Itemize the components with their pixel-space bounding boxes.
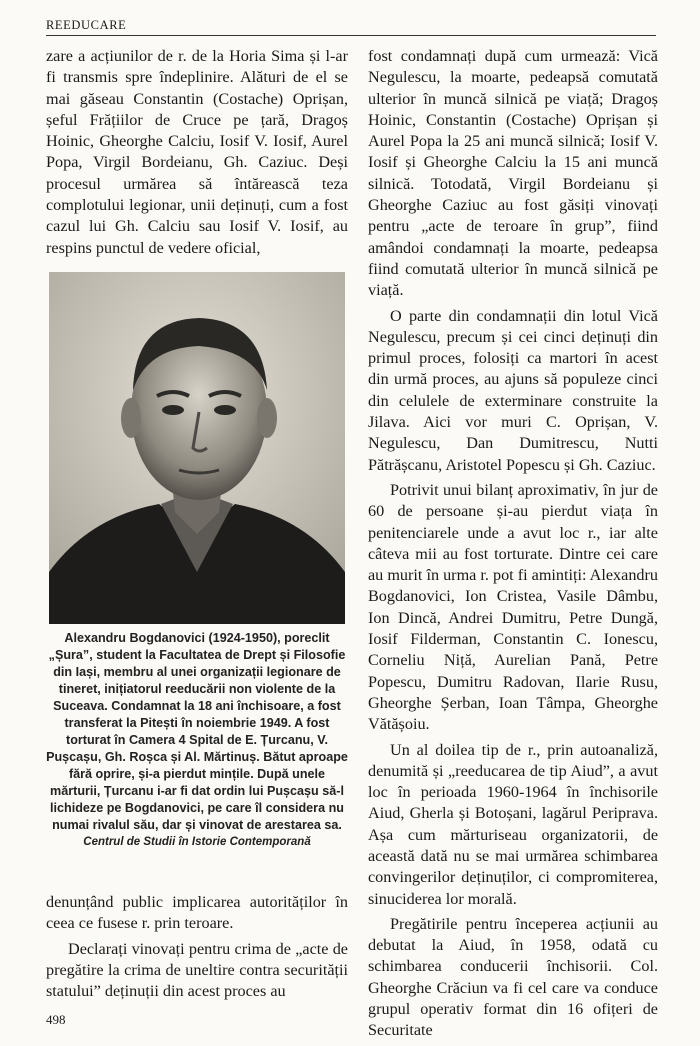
paragraph: Potrivit unui bilanț aproximativ, în jur de 60 de persoane și-au pierdut viața în penitenciarele unde a avut loc r., iar alte câteva mii au fost torturate. Dintre cei care au murit în urma r. pot fi amintiți: Alexandru Bogdanovici, Ion Cristea, Vasile Dâmbu, Ion Dincă, Andrei Dumitru, Petre Dungă, Iosif Filderman, Constantin C. Ionescu, Corneliu Niță, Aurelian Pană, Petre Popescu, Dumitru Radovan, Ilarie Rusu, Gheorghe Șerban, Ioan Tâmpa, Gheorghe Vătășoiu. <box>368 480 658 734</box>
page-number: 498 <box>46 1012 66 1027</box>
portrait-photo-icon <box>49 272 345 624</box>
running-header <box>46 18 656 36</box>
paragraph: zare a acțiunilor de r. de la Horia Sima și l-ar fi transmis spre îndeplinire. Alături de el se mai găseau Constantin (Costache) Oprișan, șeful Frățiilor de Cruce pe țară, Dragoș Hoinic, Gheorghe Calciu, Iosif V. Iosif, Aurel Popa, Virgil Bordeianu, Gh. Caziuc. Deși procesul urmărea să întărească teza complotului legionar, unii deținuți, cum a fost cazul lui Gh. Calciu sau Iosif V. Iosif, au respins punctul de vedere oficial, <box>46 47 348 257</box>
portrait-photo <box>49 272 345 624</box>
paragraph: Pregătirile pentru începerea acțiunii au debutat la Aiud, în 1958, odată cu schimbarea conducerii închisorii. Col. Gheorghe Crăciun va fi cel care va conduce grupul operativ format din 16 ofițeri de Securitate <box>368 914 658 1040</box>
caption-text: Alexandru Bogdanovici (1924-1950), poreclit „Șura”, student la Facultatea de Drept și Filosofie din Iași, membru al unei organizații legionare de tineret, inițiatorul reeducării non violente de la Suceava. Condamnat la 18 ani închisoare, a fost transferat la Pitești în noiembrie 1949. A fost torturat în Camera 4 Spital de E. Țurcanu, V. Pușcașu, Gh. Roșca și Al. Mărtinuș. Bătut aproape fără oprire, și-a pierdut mințile. După unele mărturii, Țurcanu i-ar fi dat ordin lui Pușcașu să-l lichideze pe Bogdanovici, pe care îl considera nu numai rivalul său, dar și vinovat de arestarea sa. <box>46 631 348 832</box>
paragraph: denunțând public implicarea autorităților în ceea ce fusese r. prin teroare. <box>46 893 348 933</box>
paragraph: fost condamnați după cum urmează: Vică Negulescu, la moarte, pedeapsă comutată ulterior în muncă silnică pe viață; Dragoș Hoinic, Constantin (Costache) Oprișan și Aurel Popa la 25 ani muncă silnică; Iosif V. Iosif și Gheorghe Calciu la 15 ani muncă silnică. Totodată, Virgil Bordeianu și Gheorghe Caziuc au fost găsiți vinovați pentru „acte de teroare în grup”, fiind amândoi condamnați la moarte, pedeapsa fiind comutată ulterior în muncă silnică pe viață. <box>368 47 658 300</box>
paragraph: O parte din condamnații din lotul Vică Negulescu, precum și cei cinci deținuți din primul proces, folosiți ca martori în acest din urmă proces, au ajuns să populeze cinci din celulele de exterminare construite la Jilava. Aici vor muri C. Oprișan, V. Negulescu, Dan Dumitrescu, Nutti Pătrășcanu, Aristotel Popescu și Gh. Caziuc. <box>368 306 658 474</box>
paragraph: Un al doilea tip de r., prin autoanaliză, denumită și „reeducarea de tip Aiud”, a avut loc în perioada 1960-1964 în închisorile Aiud, Gherla și Botoșani, lagărul Periprava. Așa cum mărturiseau organizatorii, de această dată nu se mai urmărea schimbarea convingerilor deținuților, ci compromiterea, sinuciderea lor morală. <box>368 740 658 908</box>
right-column <box>368 46 658 1042</box>
caption-credit: Centrul de Studii în Istorie Contemporană <box>83 836 311 848</box>
left-column-bottom <box>46 892 348 1002</box>
left-column-top <box>46 46 348 259</box>
header-title: REEDUCARE <box>46 18 127 32</box>
photo-caption <box>46 630 348 851</box>
paragraph: Declarați vinovați pentru crima de „acte de pregătire la crima de uneltire contra securității statului” deținuții din acest proces au <box>46 939 348 1001</box>
